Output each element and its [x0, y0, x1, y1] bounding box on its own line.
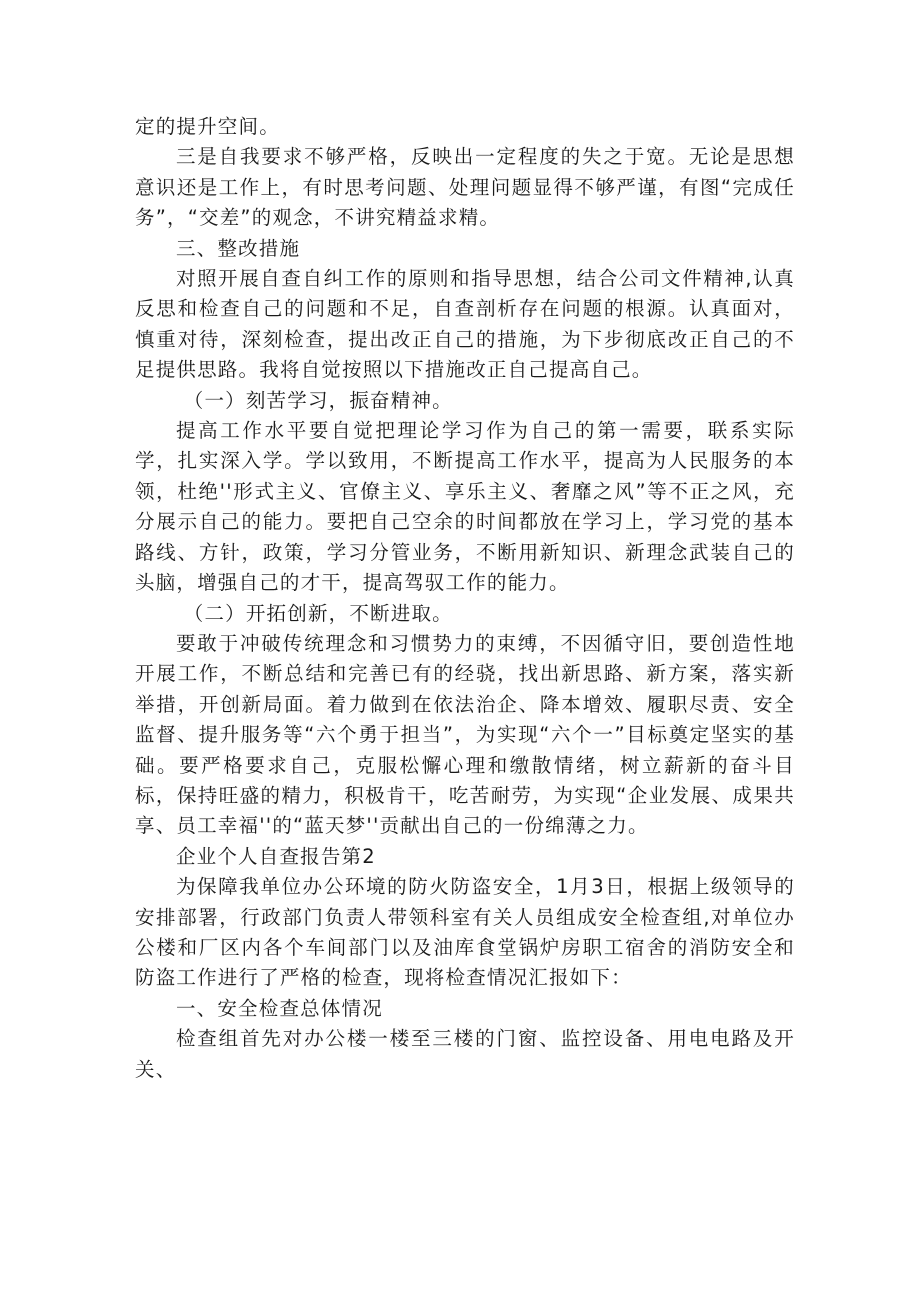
paragraph-report-intro: 为保障我单位办公环境的防火防盗安全，1月3日，根据上级领导的安排部署，行政部门负责人带领科室有关人员组成安全检查组,对单位办公楼和厂区内各个车间部门以及油库食堂锅炉房职工宿舍的消防安全和防盗工作进行了严格的检查，现将检查情况汇报如下： — [135, 875, 795, 990]
paragraph-rectification-intro: 对照开展自查自纠工作的原则和指导思想，结合公司文件精神,认真反思和检查自己的问题和不足，自查剖析存在问题的根源。认真面对，慎重对待，深刻检查，提出改正自己的措施，为下步彻底改正自己的不足提供思路。我将自觉按照以下措施改正自己提高自己。 — [135, 267, 795, 382]
report-title-2: 企业个人自查报告第2 — [175, 844, 376, 868]
paragraph-self-requirement: 三是自我要求不够严格，反映出一定程度的失之于宽。无论是思想意识还是工作上，有时思考问题、处理问题显得不够严谨，有图“完成任务”，“交差”的观念，不讲究精益求精。 — [135, 145, 795, 230]
section-heading-overview: 一、安全检查总体情况 — [175, 996, 383, 1020]
document-body — [135, 112, 795, 1085]
subheading-innovation: （二）开拓创新，不断进取。 — [183, 601, 453, 625]
subheading-study: （一）刻苦学习，振奋精神。 — [183, 388, 453, 412]
paragraph-innovation: 要敢于冲破传统理念和习惯势力的束缚，不因循守旧，要创造性地开展工作，不断总结和完善已有的经骁，找出新思路、新方案，落实新举措，开创新局面。着力做到在依法治企、降本增效、履职尽责、安全监督、提升服务等“六个勇于担当”，为实现“六个一”目标奠定坚实的基础。要严格要求自己，克服松懈心理和缴散情绪，树立薪新的奋斗目标，保持旺盛的精力，积极肯干，吃苦耐劳，为实现“企业发展、成果共享、员工幸福''的“蓝天梦''贡献出自己的一份绵薄之力。 — [135, 631, 795, 838]
paragraph-continuation: 定的提升空间。 — [135, 115, 280, 138]
section-heading-rectification: 三、整改措施 — [175, 236, 301, 260]
paragraph-study: 提高工作水平要自觉把理论学习作为自己的第一需要，联系实际学，扎实深入学。学以致用，不断提高工作水平，提高为人民服务的本领，杜绝''形式主义、官僚主义、享乐主义、奢靡之风”等不正之风，充分展示自己的能力。要把自己空余的时间都放在学习上，学习党的基本路线、方针，政策，学习分管业务，不断用新知识、新理念武装自己的头脑，增强自己的才干，提高驾驭工作的能力。 — [135, 419, 795, 595]
paragraph-overview: 检查组首先对办公楼一楼至三楼的门窗、监控设备、用电电路及开关、 — [135, 1027, 795, 1081]
